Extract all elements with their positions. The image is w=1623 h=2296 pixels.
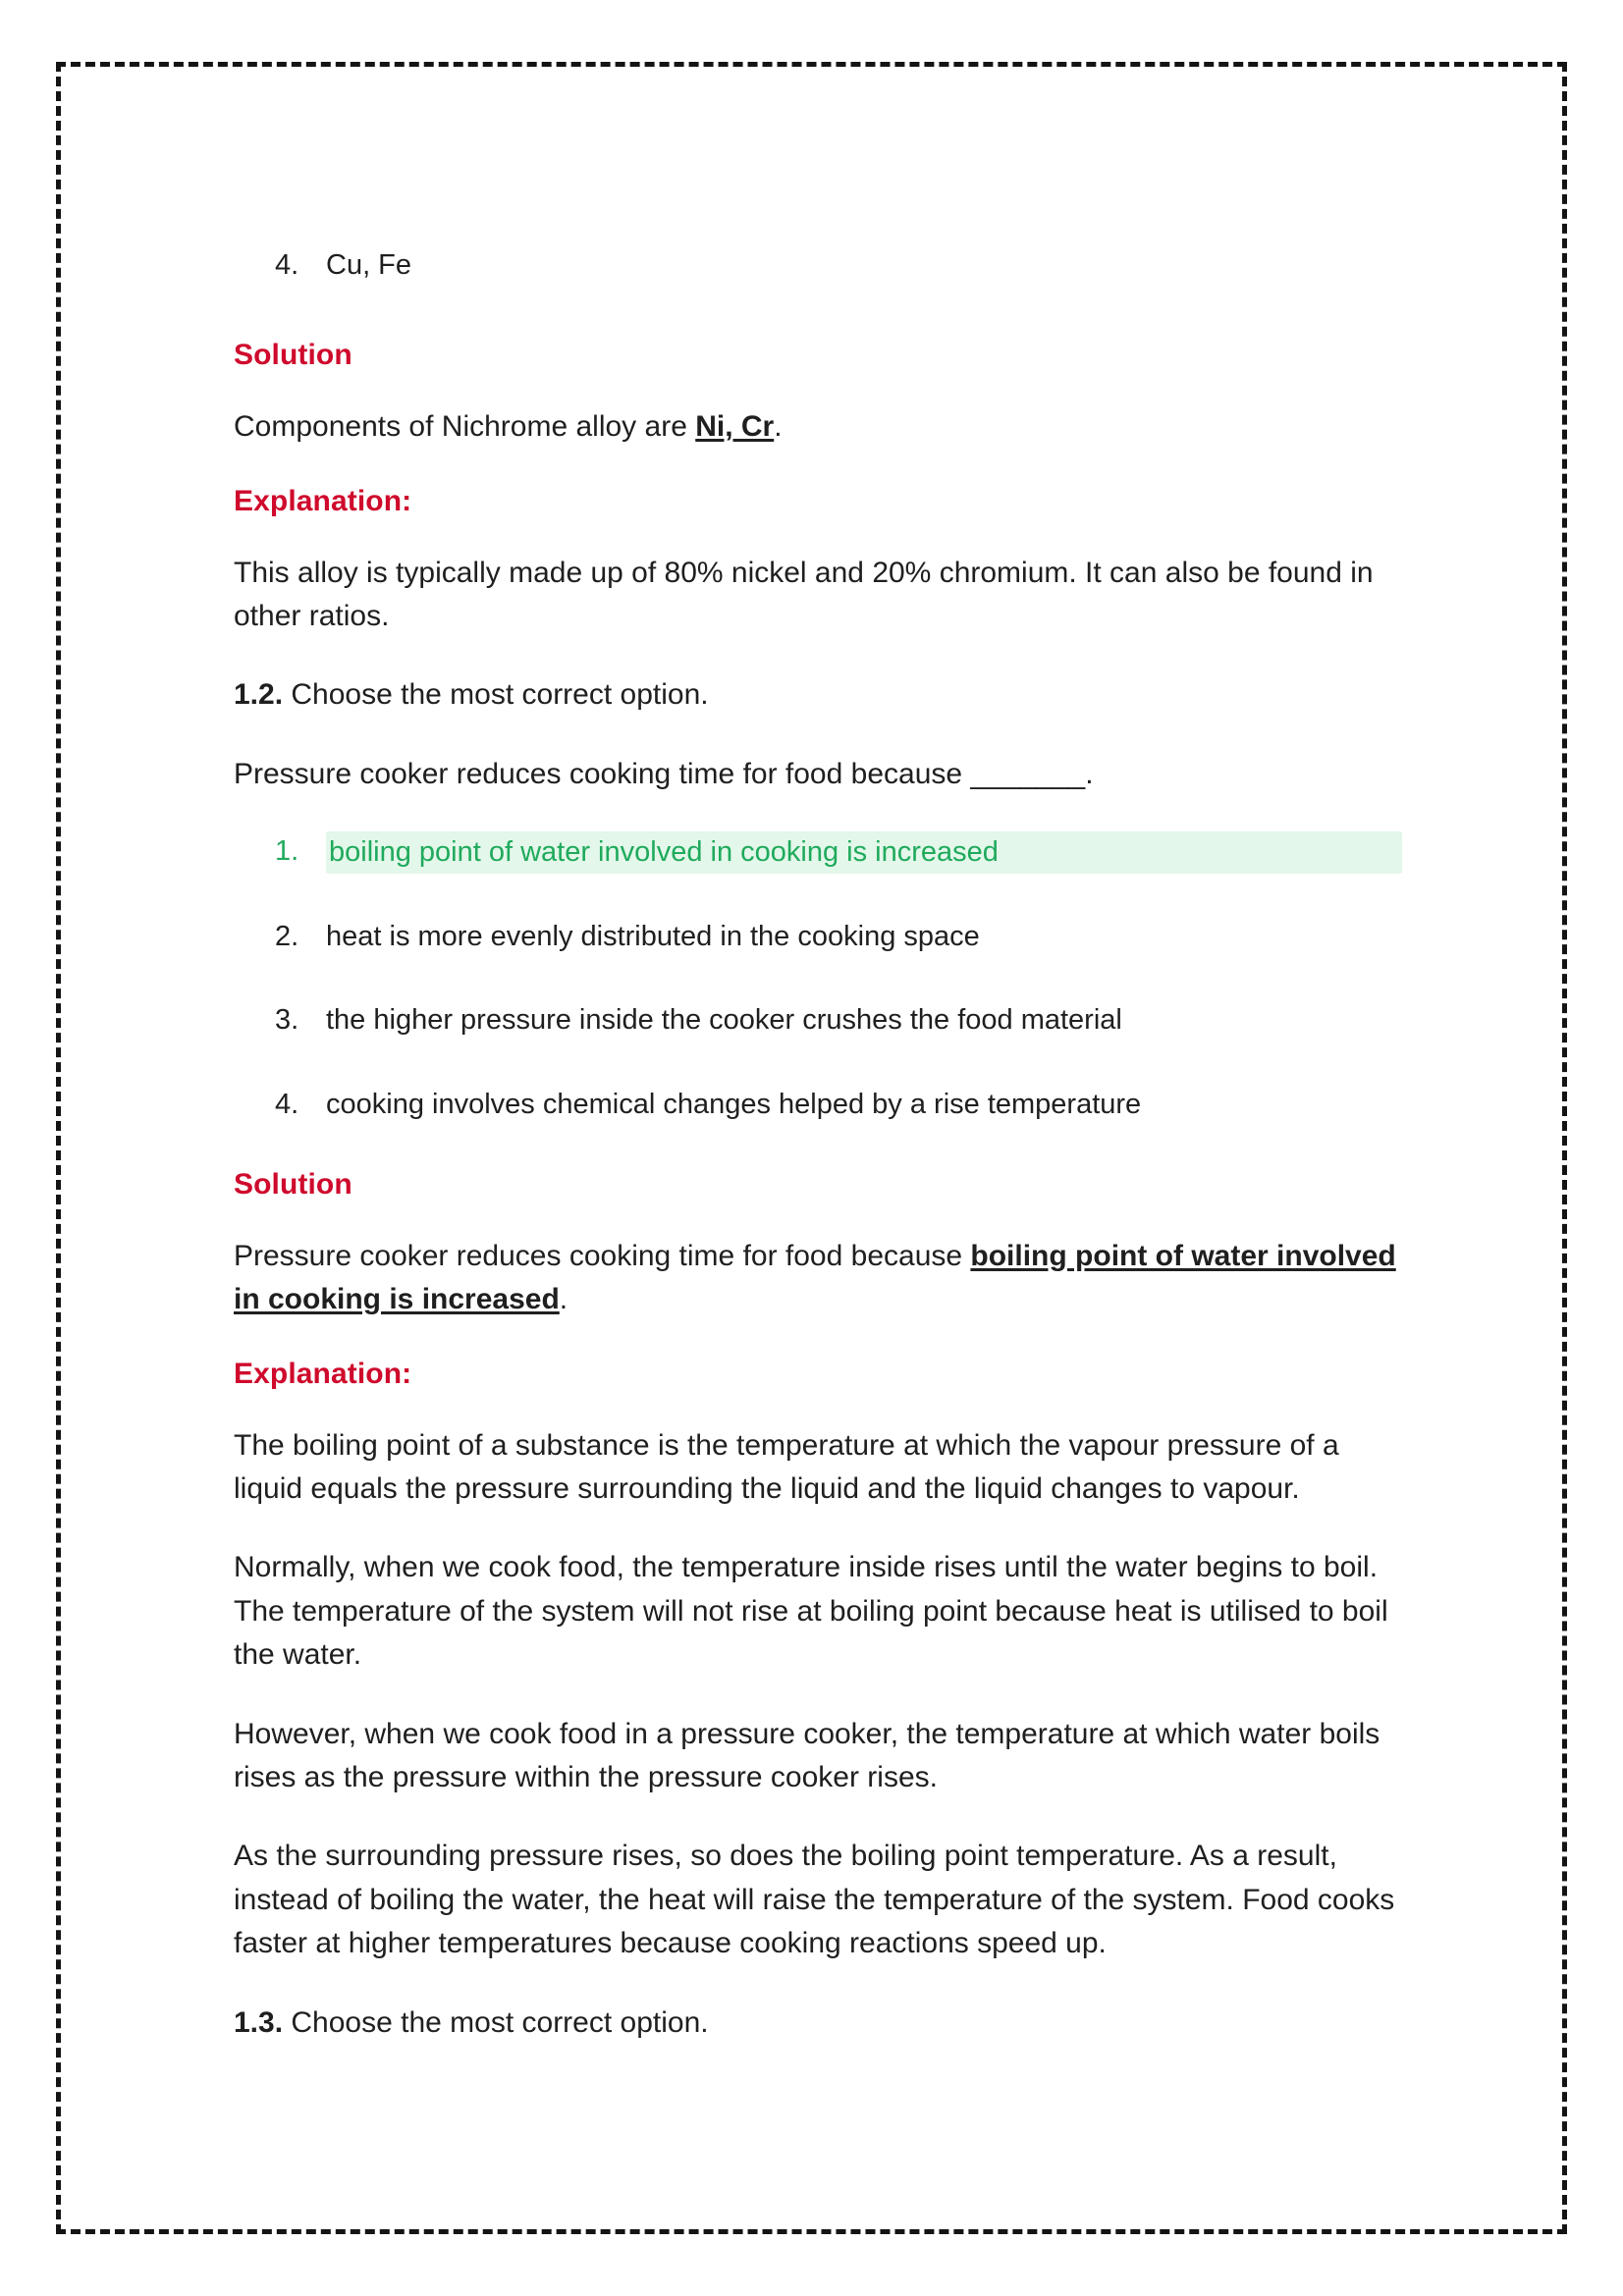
dashed-page-border [56,62,1567,2234]
option-number: 1. [275,835,299,868]
solution-statement [234,405,1402,449]
list-item[interactable] [275,1085,1402,1125]
option-text: cooking involves chemical changes helped by a rise temperature [326,1088,1142,1120]
document-content [234,245,1402,2080]
question-heading-1-3 [234,2002,1402,2045]
explanation-paragraph: The boiling point of a substance is the temperature at which the vapour pressure of a liquid equals the pressure surrounding the liquid and the liquid changes to vapour. [234,1428,1339,1505]
solution-statement [234,1235,1402,1322]
solution-label: Solution [234,1167,352,1201]
option-number: 3. [275,1004,299,1037]
option-number: 4. [275,1088,299,1120]
option-text: Cu, Fe [326,249,412,281]
solution-suffix: . [559,1283,568,1316]
explanation-paragraph: As the surrounding pressure rises, so does the boiling point temperature. As a result, instead of boiling the water, the heat will raise the temperature of the system. Food cooks faster at higher temperatures because cooking reactions speed up. [234,1840,1395,1960]
solution-answer: Ni, Cr [695,410,775,444]
question-heading-1-2 [234,673,1402,717]
question-number: 1.2. [234,678,284,712]
list-item [275,245,1402,286]
question-instruction: Choose the most correct option. [283,678,709,712]
solution-suffix: . [774,410,783,444]
solution-label: Solution [234,339,352,372]
solution-answer: boiling point of water involved in cooking is increased [234,1239,1396,1316]
solution-prefix: Pressure cooker reduces cooking time for food because [234,1239,971,1272]
explanation-paragraph: However, when we cook food in a pressure cooker, the temperature at which water boils rises as the pressure within the pressure cooker rises. [234,1717,1380,1793]
list-item[interactable] [275,1000,1402,1041]
list-item[interactable] [275,917,1402,957]
option-number: 4. [275,249,299,281]
explanation-label: Explanation: [234,484,412,517]
option-number: 2. [275,921,299,953]
options-list [234,831,1402,1125]
question-stem: Pressure cooker reduces cooking time for food because _______. [234,757,1094,790]
option-text: heat is more evenly distributed in the cooking space [326,921,980,953]
question-number: 1.3. [234,2005,284,2039]
option-text: the higher pressure inside the cooker crushes the food material [326,1004,1122,1037]
question-instruction: Choose the most correct option. [283,2005,709,2039]
option-text: boiling point of water involved in cooking is increased [326,831,1402,874]
list-item[interactable] [275,831,1402,874]
solution-prefix: Components of Nichrome alloy are [234,410,696,444]
explanation-paragraph: Normally, when we cook food, the temperature inside rises until the water begins to boil. The temperature of the system will not rise at boiling point because heat is utilised to boil the water. [234,1551,1388,1672]
explanation-label: Explanation: [234,1357,412,1390]
explanation-paragraph: This alloy is typically made up of 80% nickel and 20% chromium. It can also be found in other ratios. [234,556,1374,632]
